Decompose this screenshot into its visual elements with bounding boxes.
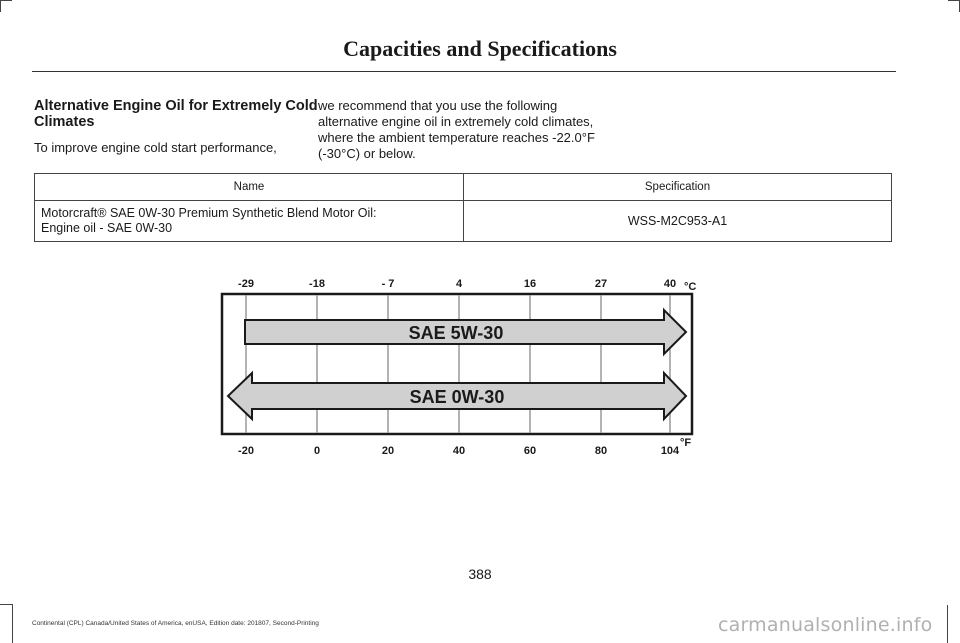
page-number: 388 bbox=[468, 566, 492, 582]
page-title: Capacities and Specifications bbox=[343, 36, 617, 61]
fahrenheit-tick-label: -20 bbox=[238, 445, 254, 457]
table-header-row bbox=[35, 174, 892, 201]
celsius-tick-label: 40 bbox=[663, 278, 677, 290]
fahrenheit-tick-label: 104 bbox=[660, 445, 680, 457]
crop-mark bbox=[0, 0, 1, 12]
fahrenheit-tick-label: 20 bbox=[381, 445, 395, 457]
fahrenheit-tick-label: 0 bbox=[313, 445, 321, 457]
table-header-name: Name bbox=[35, 174, 464, 201]
body-paragraph-part1: To improve engine cold start performance, bbox=[34, 140, 277, 155]
fahrenheit-tick-label: 80 bbox=[594, 445, 608, 457]
arrow-label-sae-0w30: SAE 0W-30 bbox=[409, 387, 505, 407]
table-cell-name bbox=[35, 201, 464, 242]
arrow-label-sae-5w30: SAE 5W-30 bbox=[408, 323, 504, 343]
fahrenheit-unit-label: °F bbox=[680, 437, 692, 449]
crop-mark bbox=[12, 605, 13, 643]
fahrenheit-tick-label: 60 bbox=[523, 445, 537, 457]
table-row bbox=[35, 201, 892, 242]
body-paragraph-part2: we recommend that you use the following alternative engine oil in extremely cold climates, where the ambient temperature reaches -22.0°F (-30°C) or below. bbox=[318, 98, 595, 161]
edition-footer: Continental (CPL) Canada/United States of America, enUSA, Edition date: 201807, Second-Printing bbox=[32, 620, 319, 627]
oil-grade: Engine oil - SAE 0W-30 bbox=[41, 221, 173, 235]
crop-mark bbox=[947, 605, 948, 643]
celsius-tick-label: -18 bbox=[309, 278, 325, 290]
celsius-tick-label: 27 bbox=[594, 278, 608, 290]
header-divider bbox=[32, 71, 896, 72]
section-heading: Alternative Engine Oil for Extremely Cold Climates bbox=[34, 98, 318, 130]
celsius-unit-label: °C bbox=[684, 281, 697, 293]
celsius-tick-label: -29 bbox=[238, 278, 254, 290]
crop-mark bbox=[0, 0, 12, 1]
celsius-tick-label: - 7 bbox=[381, 278, 395, 290]
fahrenheit-tick-label: 40 bbox=[452, 445, 466, 457]
oil-spec-table bbox=[34, 173, 892, 242]
table-header-specification: Specification bbox=[464, 174, 892, 201]
crop-mark bbox=[948, 0, 960, 1]
oil-name: Motorcraft® SAE 0W-30 Premium Synthetic Blend Motor Oil: bbox=[41, 206, 377, 220]
watermark: carmanualsonline.info bbox=[718, 614, 933, 636]
crop-mark bbox=[0, 604, 13, 605]
temperature-viscosity-diagram bbox=[220, 272, 700, 462]
diagram-frame bbox=[222, 294, 692, 434]
celsius-tick-label: 4 bbox=[455, 278, 463, 290]
table-cell-specification: WSS-M2C953-A1 bbox=[464, 201, 892, 242]
celsius-tick-label: 16 bbox=[523, 278, 537, 290]
